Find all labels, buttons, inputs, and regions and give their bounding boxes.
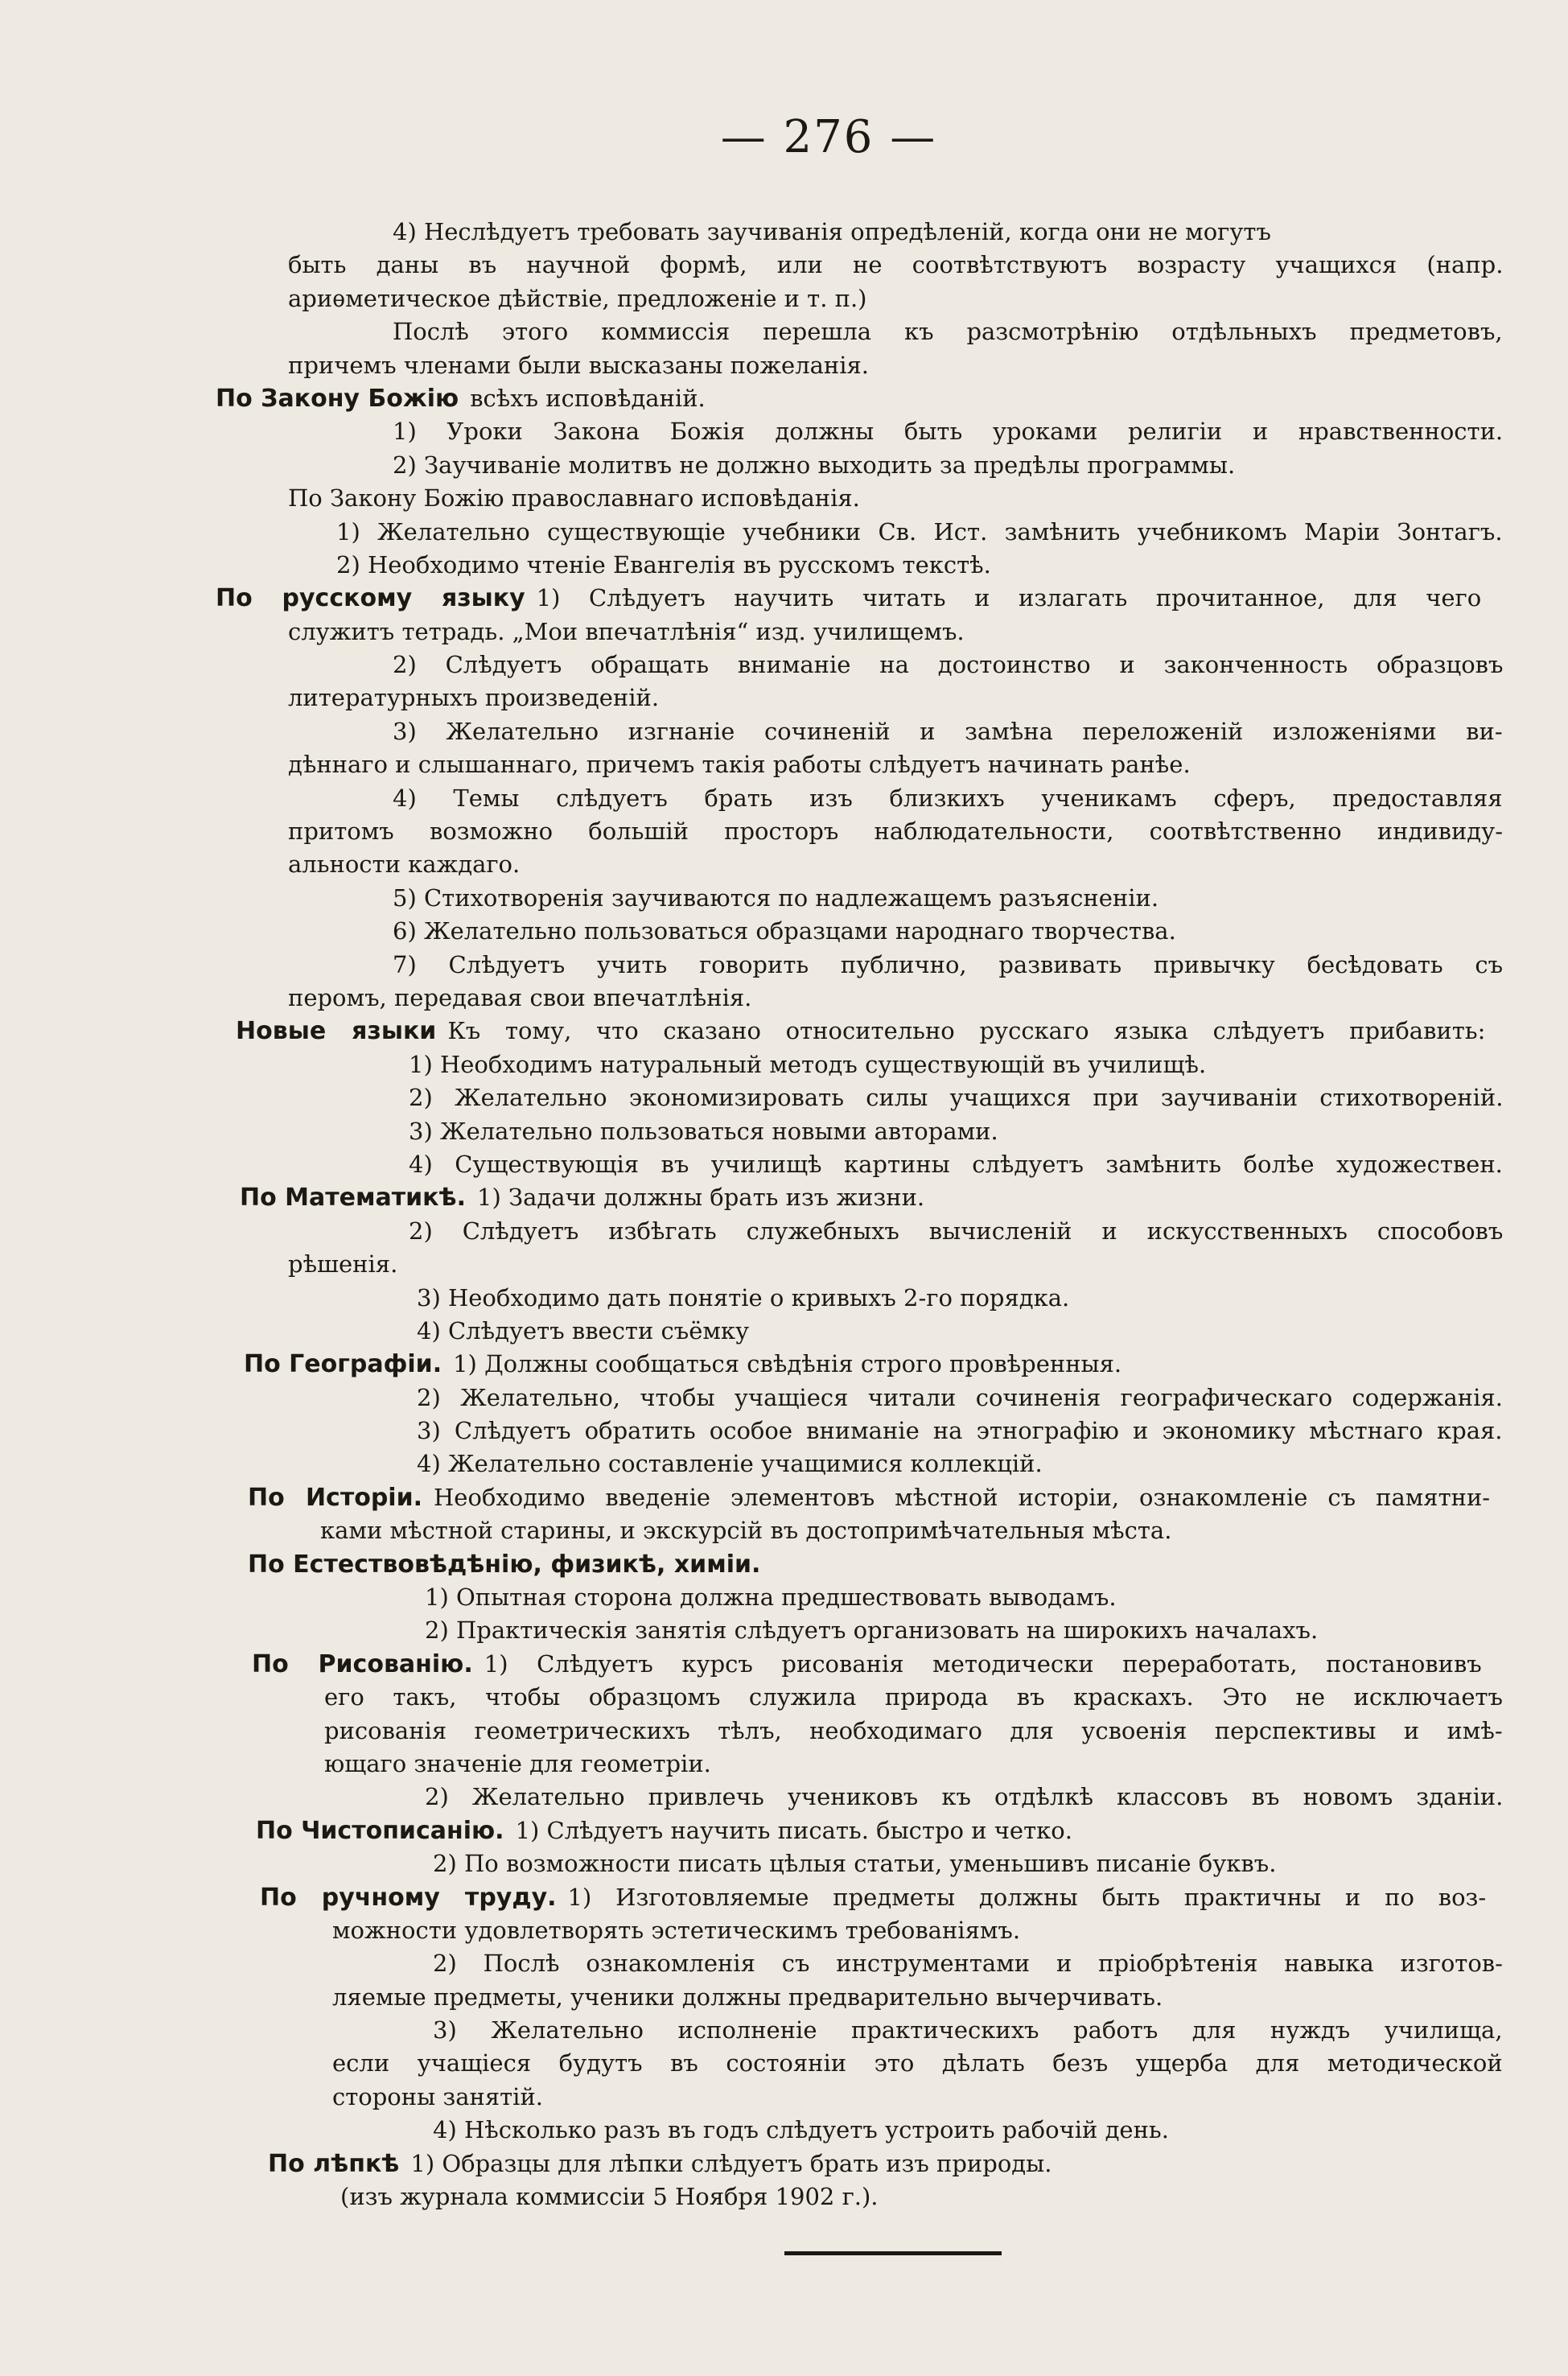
line-text: служитъ тетрадь. „Мои впечатлѣнія“ изд. училищемъ. [288, 617, 965, 645]
text-line [216, 1015, 1503, 1048]
line-content [288, 349, 869, 382]
line-content [433, 1847, 1276, 1880]
line-content [324, 1715, 1503, 1748]
text-line [216, 748, 1503, 781]
text-line [216, 449, 1503, 482]
line-content [288, 748, 1191, 781]
text-line [216, 616, 1503, 649]
text-line [216, 2114, 1503, 2147]
line-text: 2) По возможности писать цѣлыя статьи, уменьшивъ писаніе буквъ. [433, 1850, 1277, 1878]
line-content [236, 1015, 1485, 1048]
line-content [324, 1748, 711, 1781]
line-content [216, 382, 706, 415]
text-line [216, 1748, 1503, 1781]
line-text: 2) Заучиванiе молитвъ не должно выходить за предѣлы программы. [393, 451, 1236, 479]
line-content [288, 815, 1503, 848]
line-content [336, 516, 1503, 549]
line-content [409, 1115, 998, 1148]
text-line [216, 1248, 1503, 1281]
text-line [216, 1148, 1503, 1181]
text-line [216, 1847, 1503, 1880]
text-line [216, 1181, 1503, 1214]
line-content [417, 1382, 1503, 1414]
section-heading: По Естествовѣдѣнію, физикѣ, химіи. [248, 1550, 761, 1579]
line-text: 3) Необходимо дать понятіе о кривыхъ 2-го порядка. [417, 1283, 1070, 1312]
line-text: 3) Слѣдуетъ обратить особое вниманіе на этнографію и экономику мѣстнаго края. [417, 1417, 1503, 1445]
line-text: ариѳметическое дѣйствіе, предложеніе и т. п.) [288, 284, 867, 312]
line-text: можности удовлетворять эстетическимъ требованіямъ. [332, 1916, 1021, 1944]
line-content [409, 1048, 1206, 1081]
page-number: — 276 — [720, 111, 937, 163]
text-line [216, 1548, 1503, 1581]
line-text: 2) Необходимо чтеніе Евангелія въ русскомъ текстѣ. [336, 550, 991, 579]
text-line [216, 382, 1503, 415]
line-text: 4) Неслѣдуетъ требовать заучиванія опредѣленій, когда они не могутъ [393, 218, 1271, 245]
line-text: Послѣ этого коммиссія перешла къ разсмотрѣнію отдѣльныхъ предметовъ, [393, 318, 1503, 346]
text-line [216, 1315, 1503, 1348]
section-heading: По Математикѣ. [240, 1184, 467, 1213]
line-text: если учащіеся будутъ въ состояніи это дѣлать безъ ущерба для методической [332, 2049, 1503, 2077]
line-content [393, 449, 1235, 482]
text-line [216, 1115, 1503, 1148]
line-text: 2) Желательно привлечь учениковъ къ отдѣлкѣ классовъ въ новомъ зданіи. [425, 1783, 1504, 1811]
line-text: ющаго значеніе для геометріи. [324, 1749, 711, 1777]
text-line [216, 2147, 1503, 2180]
text-line [216, 649, 1503, 682]
line-text: 2) Слѣдуетъ избѣгать служебныхъ вычисленій и искусственныхъ способовъ [409, 1217, 1504, 1245]
text-line [216, 715, 1503, 748]
text-line [216, 1814, 1503, 1847]
text-line [216, 482, 1503, 515]
text-line [216, 782, 1503, 815]
text-line [216, 1348, 1503, 1381]
line-content [393, 216, 1271, 249]
line-text: 3) Желательно исполненіе практическихъ работъ для нуждъ училища, [433, 2016, 1503, 2045]
line-text: Къ тому, что сказано относительно русскаго языка слѣдуетъ прибавить: [447, 1017, 1486, 1045]
text-line [216, 1382, 1503, 1414]
line-text: литературныхъ произведеній. [288, 684, 660, 712]
text-line [216, 415, 1503, 448]
text-line [216, 516, 1503, 549]
line-text: 1) Опытная сторона должна предшествовать выводамъ. [425, 1583, 1117, 1612]
text-line [216, 848, 1503, 881]
text-line [216, 1881, 1503, 1914]
line-text: 7) Слѣдуетъ учить говорить публично, развивать привычку бесѣдовать съ [393, 950, 1504, 978]
line-text: 2) Желательно, чтобы учащіеся читали сочиненія географическаго содержанія. [417, 1383, 1503, 1411]
text-line [216, 949, 1503, 982]
line-text: 1) Необходимъ натуральный методъ существующій въ училищѣ. [409, 1050, 1207, 1078]
line-content [393, 315, 1503, 348]
line-text: Необходимо введеніе элементовъ мѣстной исторіи, ознакомленіе съ памятни- [434, 1483, 1491, 1511]
line-content [417, 1282, 1069, 1315]
section-heading: Новые языки [236, 1017, 437, 1046]
line-text: 2) Послѣ ознакомленія съ инструментами и пріобрѣтенія навыка изготов- [433, 1950, 1503, 1978]
text-line [216, 1781, 1503, 1814]
line-text: дѣннаго и слышаннаго, причемъ такія работы слѣдуетъ начинать ранѣе. [288, 751, 1191, 779]
section-heading: По лѣпкѣ [268, 2149, 400, 2178]
text-line [216, 915, 1503, 948]
text-line [216, 882, 1503, 915]
section-heading: По Закону Божію [216, 384, 459, 413]
line-text: ляемые предметы, ученики должны предварительно вычерчивать. [332, 1983, 1163, 2011]
line-content [260, 1881, 1486, 1914]
line-text: 1) Слѣдуетъ курсъ рисованія методически переработать, постановивъ [484, 1649, 1482, 1678]
text-line [216, 815, 1503, 848]
text-line [216, 2180, 1503, 2213]
line-text: ками мѣстной старины, и экскурсій въ достопримѣчательныя мѣста. [320, 1517, 1172, 1545]
line-content [417, 1315, 749, 1348]
line-text: 1) Должны сообщаться свѣдѣнія строго провѣренныя. [453, 1350, 1122, 1378]
text-line [216, 1215, 1503, 1248]
line-text: 2) Практическія занятія слѣдуетъ организовать на широкихъ началахъ. [425, 1616, 1319, 1645]
text-line [216, 1414, 1503, 1447]
line-text: стороны занятій. [332, 2082, 543, 2110]
line-text: 3) Желательно пользоваться новыми авторами. [409, 1117, 998, 1145]
line-text: 4) Нѣсколько разъ въ годъ слѣдуетъ устроить рабочій день. [433, 2116, 1169, 2144]
line-text: 6) Желательно пользоваться образцами народнаго творчества. [393, 917, 1176, 945]
text-line [216, 249, 1503, 282]
line-content [248, 1548, 772, 1581]
line-content [393, 782, 1503, 815]
text-line [216, 1681, 1503, 1714]
line-content [288, 682, 659, 714]
line-text: 4) Темы слѣдуетъ брать изъ близкихъ ученикамъ сферъ, предоставляя [393, 784, 1503, 812]
line-content [425, 1781, 1503, 1814]
line-content [332, 2047, 1503, 2080]
text-line [216, 216, 1503, 249]
line-content [393, 415, 1503, 448]
line-content [216, 582, 1481, 615]
section-heading: По Чистописанію. [256, 1816, 504, 1845]
line-content [425, 1581, 1117, 1614]
line-content [268, 2147, 1052, 2180]
line-content [288, 249, 1503, 282]
line-text: всѣхъ исповѣданій. [470, 384, 706, 412]
line-content [336, 549, 991, 582]
line-content [240, 1181, 924, 1214]
line-content [288, 982, 751, 1015]
text-line [216, 982, 1503, 1015]
line-content [288, 482, 860, 515]
line-content [340, 2180, 879, 2213]
line-content [288, 848, 520, 881]
text-line [216, 1648, 1503, 1681]
line-text: рѣшенія. [288, 1250, 398, 1279]
line-content [332, 2081, 543, 2114]
line-text: 4) Желательно составленіе учащимися коллекцій. [417, 1450, 1043, 1478]
line-content [393, 915, 1176, 948]
line-content [288, 1248, 397, 1281]
text-line [216, 1715, 1503, 1748]
line-content [433, 1947, 1503, 1980]
line-content [393, 715, 1503, 748]
line-text: 2) Желательно экономизировать силы учащихся при заучиваніи стихотвореній. [409, 1084, 1504, 1112]
line-text: 5) Стихотворенія заучиваются по надлежащемъ разъясненіи. [393, 883, 1159, 912]
line-text: 4) Существующія въ училищѣ картины слѣдуетъ замѣнить болѣе художествен. [409, 1150, 1503, 1178]
text-line [216, 1581, 1503, 1614]
line-content [393, 649, 1503, 682]
line-content [252, 1648, 1482, 1681]
line-text: его такъ, чтобы образцомъ служила природа въ краскахъ. Это не исключаетъ [324, 1683, 1503, 1711]
line-content [244, 1348, 1121, 1381]
line-content [248, 1481, 1490, 1514]
line-content [433, 2014, 1503, 2047]
text-line [216, 1447, 1503, 1480]
line-content [288, 282, 867, 315]
line-content [288, 616, 965, 649]
text-line [216, 2014, 1503, 2047]
line-text: 1) Слѣдуетъ научить читать и излагать прочитанное, для чего [536, 584, 1482, 612]
line-content [324, 1681, 1503, 1714]
text-line [216, 1048, 1503, 1081]
line-text: быть даны въ научной формѣ, или не соотвѣтствуютъ возрасту учащихся (напр. [288, 251, 1504, 279]
line-content [332, 1981, 1163, 2014]
line-content [409, 1215, 1503, 1248]
line-text: альности каждаго. [288, 850, 521, 879]
section-heading: По русскому языку [216, 584, 525, 613]
line-content [425, 1614, 1318, 1647]
line-text: 1) Слѣдуетъ научить писать. быстро и четко. [515, 1816, 1072, 1844]
line-content [433, 2114, 1169, 2147]
text-line [216, 2081, 1503, 2114]
line-text: 4) Слѣдуетъ ввести съёмку [417, 1316, 750, 1344]
section-heading: По Географіи. [244, 1350, 442, 1379]
line-content [256, 1814, 1072, 1847]
line-content [417, 1414, 1503, 1447]
text-line [216, 549, 1503, 582]
line-content [332, 1914, 1020, 1947]
text-line [216, 1282, 1503, 1315]
line-text: рисованія геометрическихъ тѣлъ, необходимаго для усвоенія перспективы и имѣ- [324, 1716, 1503, 1744]
text-line [216, 1081, 1503, 1114]
closing-rule [784, 2251, 1002, 2255]
text-line [216, 349, 1503, 382]
line-text: 1) Изготовляемые предметы должны быть практичны и по воз- [567, 1883, 1487, 1911]
section-heading: По Исторіи. [248, 1483, 423, 1512]
line-content [417, 1447, 1043, 1480]
line-text: 3) Желательно изгнаніе сочиненій и замѣна переложеній изложеніями ви- [393, 717, 1503, 745]
text-line [216, 1514, 1503, 1547]
text-line [216, 2047, 1503, 2080]
text-line [216, 282, 1503, 315]
text-line [216, 582, 1503, 615]
line-text: 2) Слѣдуетъ обращать вниманіе на достоинство и законченность образцовъ [393, 651, 1504, 679]
line-content [393, 949, 1503, 982]
line-text: 1) Образцы для лѣпки слѣдуетъ брать изъ природы. [410, 2149, 1052, 2177]
section-heading: По ручному труду. [260, 1883, 557, 1912]
line-text: (изъ журнала коммиссіи 5 Ноября 1902 г.). [340, 2183, 879, 2211]
line-text: 1) Уроки Закона Божія должны быть уроками религіи и нравственности. [393, 418, 1504, 446]
text-line [216, 682, 1503, 714]
text-line [216, 1614, 1503, 1647]
text-line [216, 1947, 1503, 1980]
line-content [393, 882, 1159, 915]
line-content [409, 1081, 1503, 1114]
text-line [216, 1481, 1503, 1514]
text-line [216, 315, 1503, 348]
text-line [216, 1981, 1503, 2014]
line-content [320, 1514, 1171, 1547]
line-text: 1) Задачи должны брать изъ жизни. [477, 1184, 925, 1212]
section-heading: По Рисованію. [252, 1649, 473, 1678]
line-content [409, 1148, 1503, 1181]
line-text: 1) Желательно существующіе учебники Св. Ист. замѣнить учебникомъ Маріи Зонтагъ. [336, 517, 1503, 546]
line-text: По Закону Божію православнаго исповѣданія. [288, 484, 860, 513]
line-text: перомъ, передавая свои впечатлѣнія. [288, 983, 752, 1011]
text-line [216, 1914, 1503, 1947]
line-text: притомъ возможно большій просторъ наблюдательности, соотвѣтственно индивиду- [288, 817, 1504, 846]
body-text [216, 216, 1503, 2213]
line-text: причемъ членами были высказаны пожеланія. [288, 351, 870, 379]
